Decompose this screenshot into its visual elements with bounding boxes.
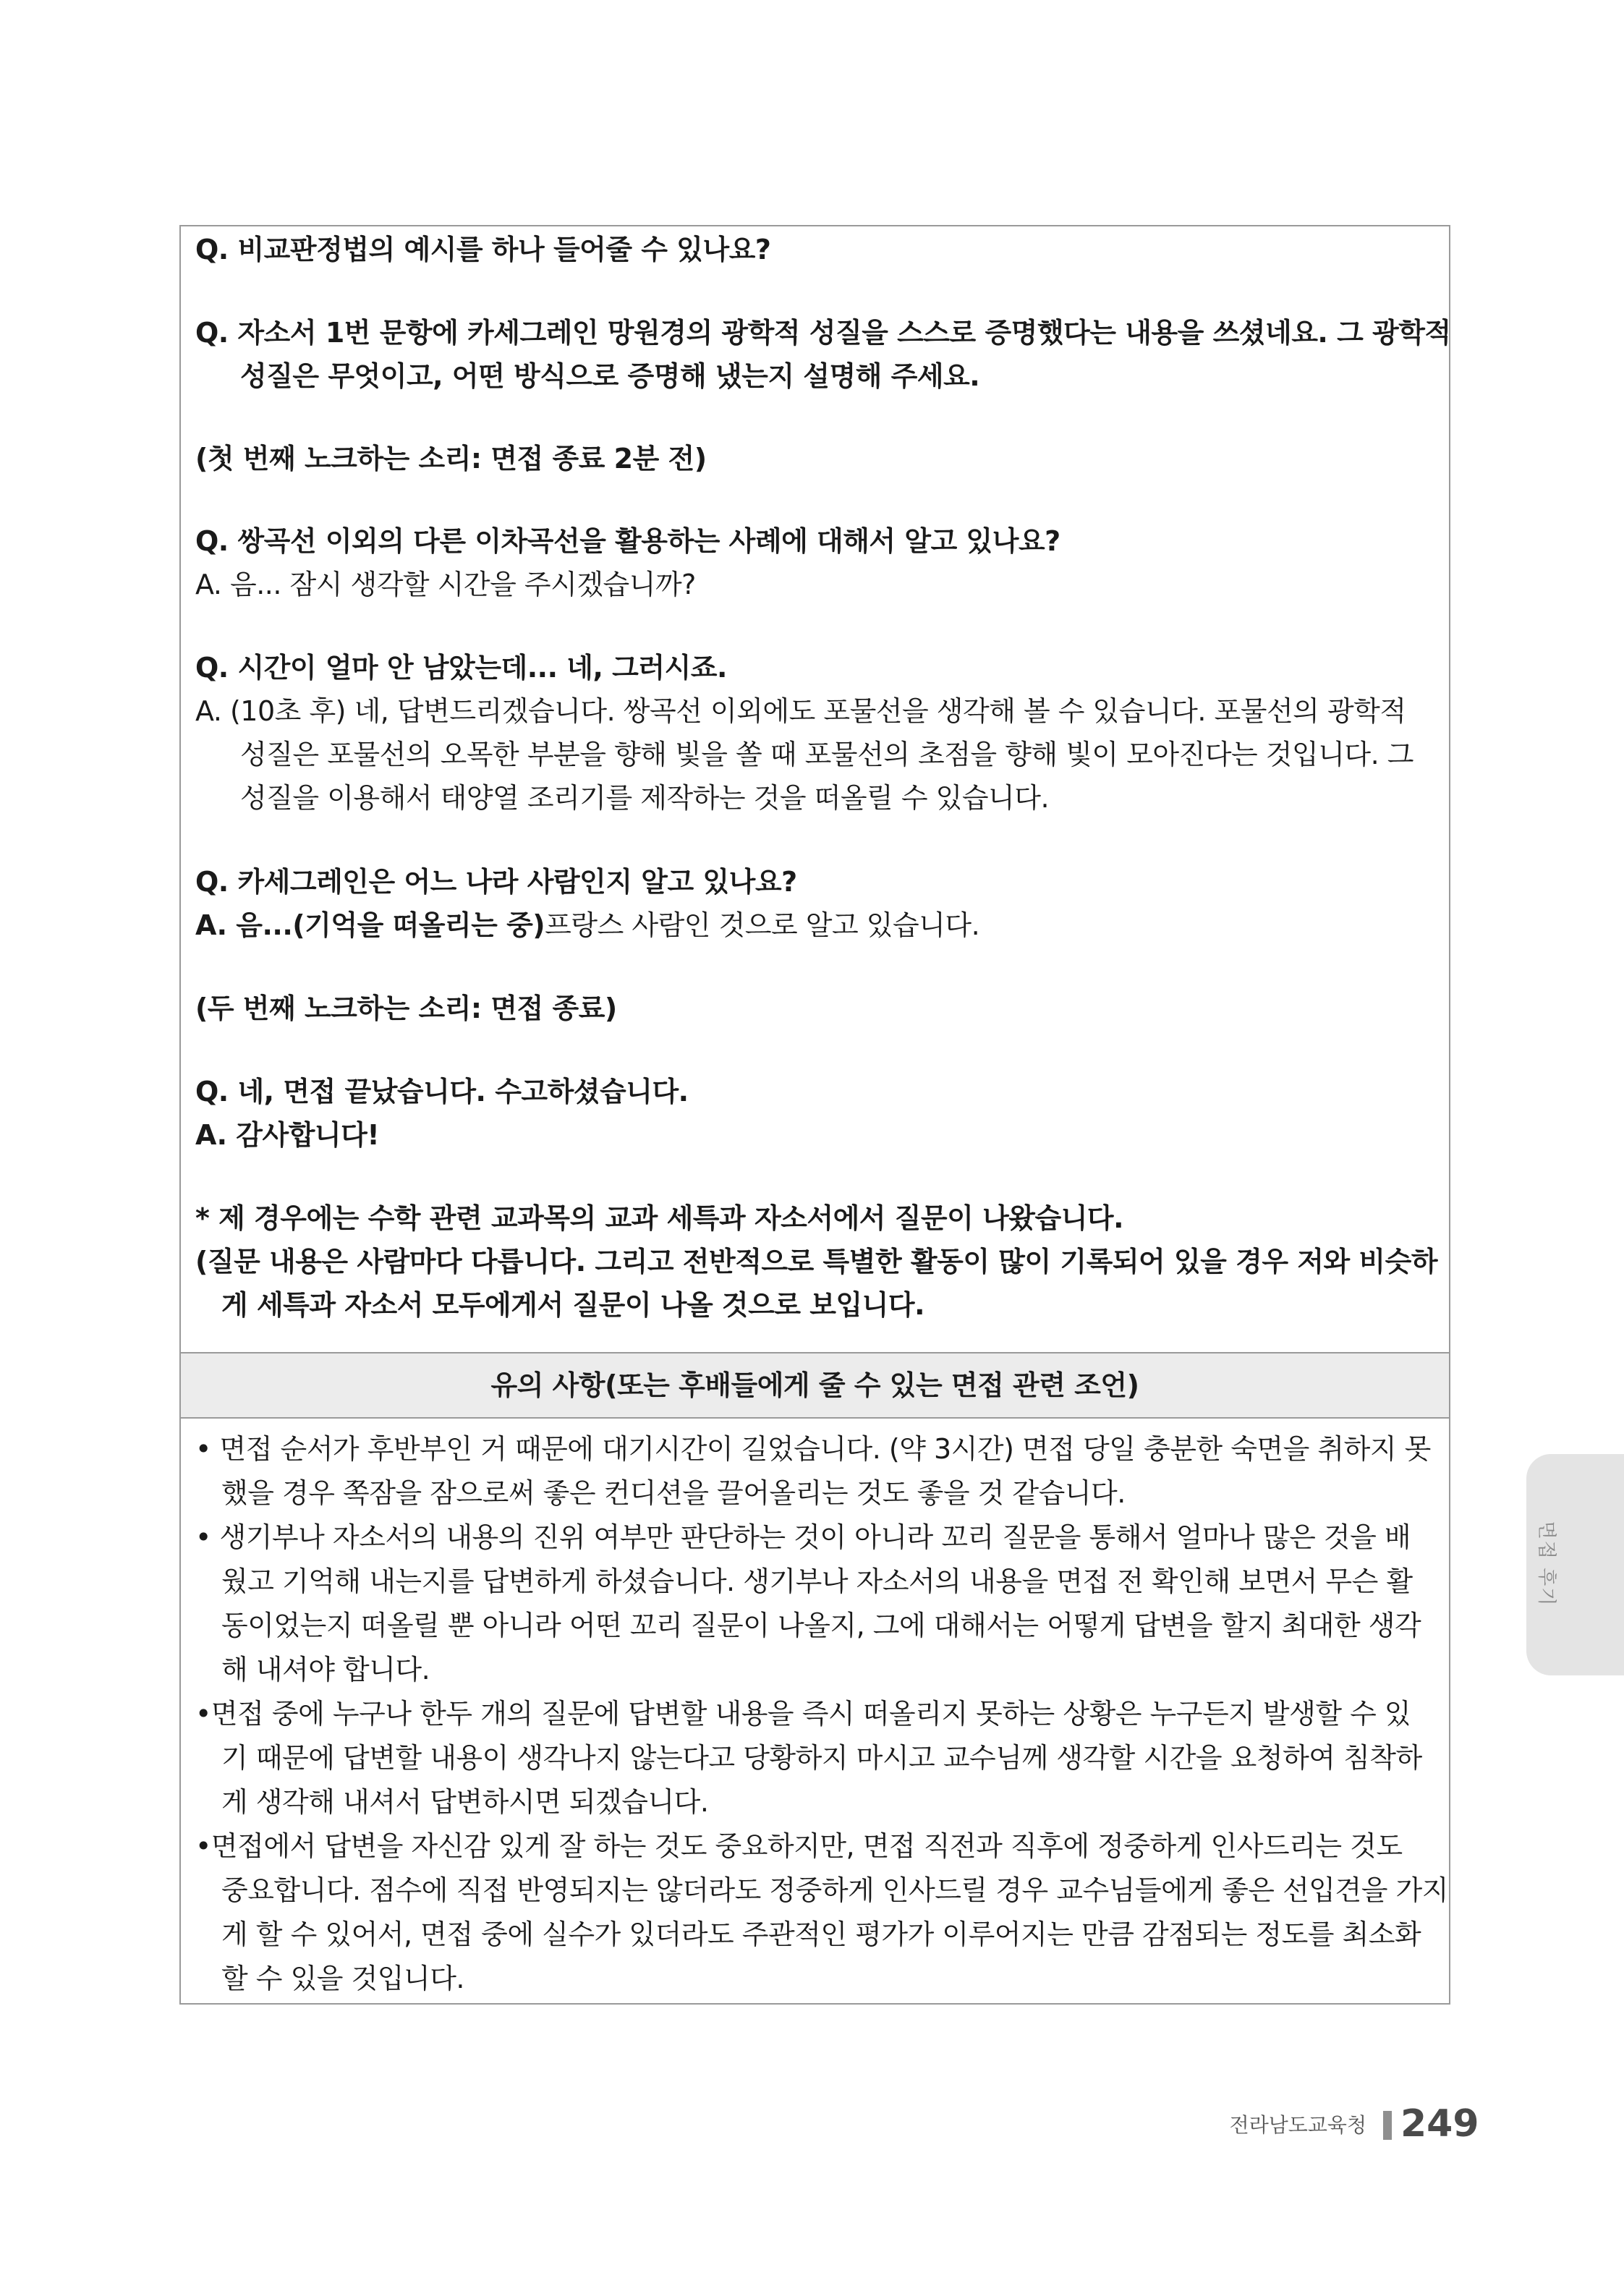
advice-line: 동이었는지 떠올릴 뿐 아니라 어떤 꼬리 질문이 나올지, 그에 대해서는 어떻게 답변을 할지 최대한 생각 xyxy=(221,1610,1421,1641)
advice-line: 게 할 수 있어서, 면접 중에 실수가 있더라도 주관적인 평가가 이루어지는 만큼 감점되는 정도를 최소화 xyxy=(221,1918,1421,1950)
transcript-line: Q. 카세그레인은 어느 나라 사람인지 알고 있나요? xyxy=(195,866,797,898)
advice-line: 할 수 있을 것입니다. xyxy=(221,1963,464,1994)
footer-organization: 전라남도교육청 xyxy=(1229,2113,1366,2137)
transcript-line: 성질을 이용해서 태양열 조리기를 제작하는 것을 떠올릴 수 있습니다. xyxy=(240,782,1050,814)
section-side-tab-label: 면접 후기 xyxy=(1535,1521,1557,1607)
transcript-line: (질문 내용은 사람마다 다릅니다. 그리고 전반적으로 특별한 활동이 많이 기록되어 있을 경우 저와 비슷하 xyxy=(195,1246,1438,1278)
advice-line: 해 내셔야 합니다. xyxy=(221,1654,430,1686)
advice-line: • 생기부나 자소서의 내용의 진위 여부만 판단하는 것이 아니라 꼬리 질문을 통해서 얼마나 많은 것을 배 xyxy=(195,1521,1411,1553)
answer-rest-part: 프랑스 사람인 것으로 알고 있습니다. xyxy=(545,909,980,941)
answer-bold-part: A. 음...(기억을 떠올리는 중) xyxy=(195,909,545,941)
transcript-line: A. 감사합니다! xyxy=(195,1119,380,1151)
advice-line: 중요합니다. 점수에 직접 반영되지는 않더라도 정중하게 인사드릴 경우 교수님들에게 좋은 선입견을 가지 xyxy=(221,1874,1448,1906)
transcript-line: 게 세특과 자소서 모두에게서 질문이 나올 것으로 보입니다. xyxy=(221,1289,925,1321)
transcript-line xyxy=(195,904,1434,947)
advice-line: 게 생각해 내셔서 답변하시면 되겠습니다. xyxy=(221,1786,709,1818)
transcript-line: (첫 번째 노크하는 소리: 면접 종료 2분 전) xyxy=(195,443,707,475)
transcript-line: A. 음... 잠시 생각할 시간을 주시겠습니까? xyxy=(195,569,696,600)
transcript-line: Q. 네, 면접 끝났습니다. 수고하셨습니다. xyxy=(195,1076,689,1108)
advice-line: • 면접 순서가 후반부인 거 때문에 대기시간이 길었습니다. (약 3시간) 면접 당일 충분한 숙면을 취하지 못 xyxy=(195,1433,1431,1465)
advice-line: •면접 중에 누구나 한두 개의 질문에 답변할 내용을 즉시 떠올리지 못하는 상황은 누구든지 발생할 수 있 xyxy=(195,1698,1411,1730)
footer-divider-bar xyxy=(1383,2111,1392,2140)
advice-line: 기 때문에 답변할 내용이 생각나지 않는다고 당황하지 마시고 교수님께 생각할 시간을 요청하여 침착하 xyxy=(221,1742,1422,1774)
transcript-line: Q. 쌍곡선 이외의 다른 이차곡선을 활용하는 사례에 대해서 알고 있나요? xyxy=(195,525,1060,557)
advice-line: •면접에서 답변을 자신감 있게 잘 하는 것도 중요하지만, 면접 직전과 직후에 정중하게 인사드리는 것도 xyxy=(195,1830,1403,1862)
transcript-line: (두 번째 노크하는 소리: 면접 종료) xyxy=(195,993,617,1024)
transcript-line: Q. 자소서 1번 문항에 카세그레인 망원경의 광학적 성질을 스스로 증명했다는 내용을 쓰셨네요. 그 광학적 xyxy=(195,317,1451,349)
transcript-line: 성질은 무엇이고, 어떤 방식으로 증명해 냈는지 설명해 주세요. xyxy=(240,360,980,392)
advice-list xyxy=(195,1419,1448,1997)
page-number: 249 xyxy=(1400,2102,1479,2146)
interview-transcript xyxy=(195,226,1451,1352)
advice-line: 했을 경우 쪽잠을 잠으로써 좋은 컨디션을 끌어올리는 것도 좋을 것 같습니다. xyxy=(221,1477,1126,1509)
advice-header: 유의 사항(또는 후배들에게 줄 수 있는 면접 관련 조언) xyxy=(181,1352,1449,1419)
interview-box xyxy=(179,225,1450,2005)
transcript-line: Q. 비교판정법의 예시를 하나 들어줄 수 있나요? xyxy=(195,234,771,265)
transcript-line: A. (10초 후) 네, 답변드리겠습니다. 쌍곡선 이외에도 포물선을 생각해 볼 수 있습니다. 포물선의 광학적 xyxy=(195,695,1406,727)
transcript-line: Q. 시간이 얼마 안 남았는데... 네, 그러시죠. xyxy=(195,652,727,684)
transcript-line: * 제 경우에는 수학 관련 교과목의 교과 세특과 자소서에서 질문이 나왔습니다. xyxy=(195,1202,1124,1234)
advice-line: 웠고 기억해 내는지를 답변하게 하셨습니다. 생기부나 자소서의 내용을 면접 전 확인해 보면서 무슨 활 xyxy=(221,1565,1413,1597)
transcript-line: 성질은 포물선의 오목한 부분을 향해 빛을 쏠 때 포물선의 초점을 향해 빛이 모아진다는 것입니다. 그 xyxy=(240,739,1414,770)
